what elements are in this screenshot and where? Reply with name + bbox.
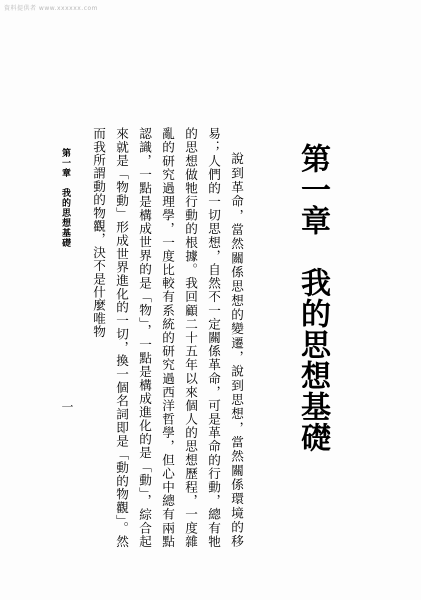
chapter-heading — [295, 143, 330, 453]
watermark-text: 資料提供者 www.xxxxxx.com — [4, 5, 99, 12]
chapter-number: 第一章 — [295, 143, 330, 236]
body-text — [88, 127, 248, 548]
paragraph: 說到革命，當然關係思想的變遷，說到思想，當然關係環境的移易；人們的一切思想，自然不一定關係革命，可是革命的行動，總有牠的思想做牠行動的根據。我回顧二十五年以來個人的思想歷程，一度雜亂的研究過理學，一度比較有系統的研究過西洋哲學，但心中總有兩點認識，一點是構成世界的是「物」，一點是構成進化的是「動」，綜合起來就是「物動」形成世界進化的一切，換一個名詞即是「動的物觀」。然而我所謂動的物觀，決不是什麼唯物 — [91, 127, 244, 548]
chapter-title: 我的思想基礎 — [295, 267, 330, 453]
running-head: 第一章 我的思想基礎 — [60, 148, 70, 248]
page-number: 一 — [61, 400, 74, 414]
